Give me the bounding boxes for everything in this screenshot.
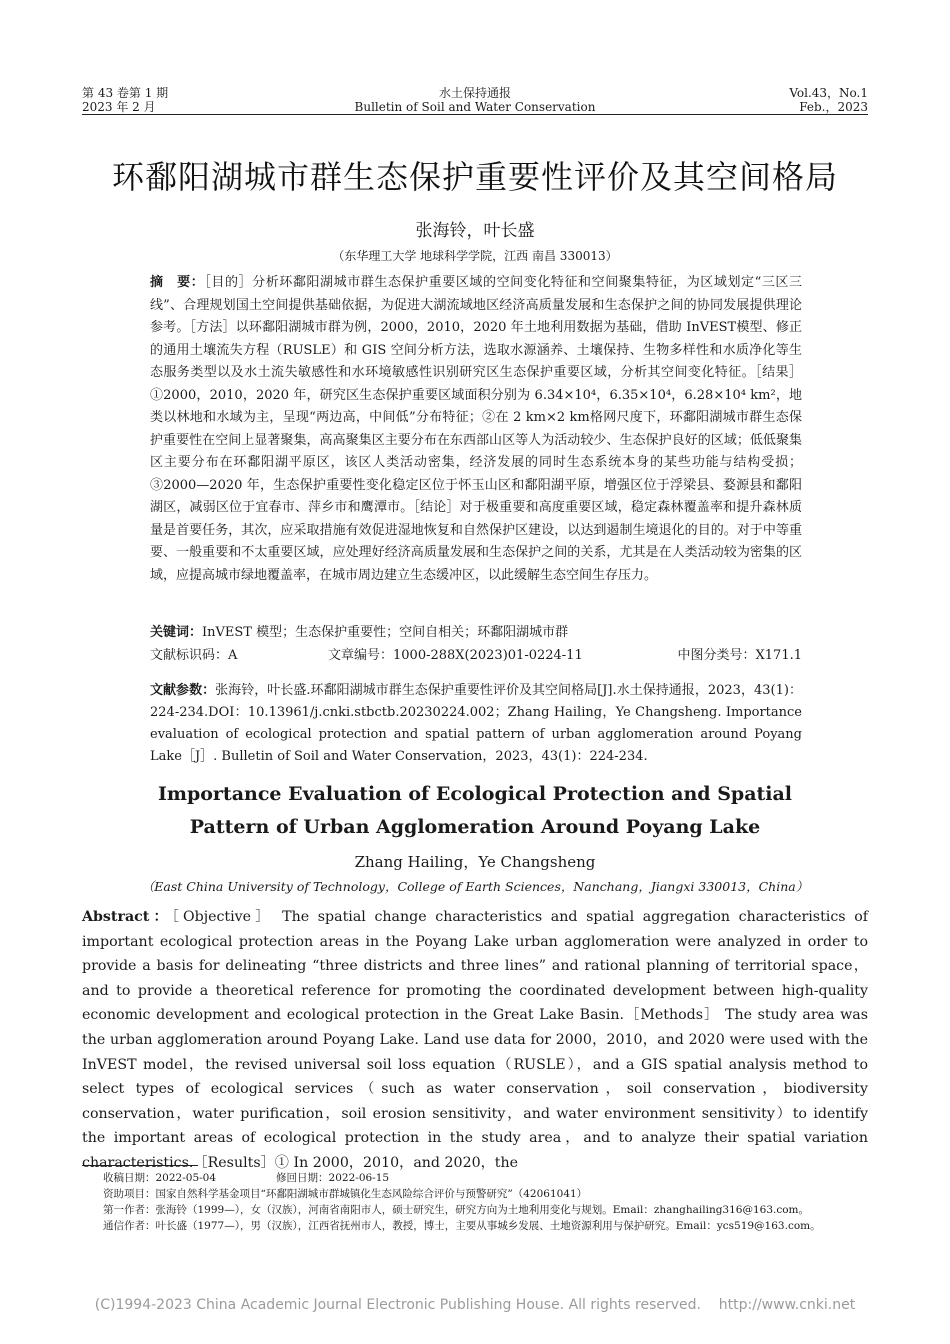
article-metadata — [150, 645, 802, 667]
funding-note: 资助项目：国家自然科学基金项目“环鄱阳湖城市群城镇化生态风险综合评价与预警研究”（42061041） — [103, 1188, 588, 1200]
issue-date-en: Feb.，2023 — [799, 100, 868, 114]
received-date: 收稿日期：2022-05-04 — [103, 1172, 217, 1184]
journal-name-cn: 水土保持通报 — [438, 86, 511, 100]
issue-label: 第 43 卷第 1 期 — [82, 86, 169, 100]
citation-label: 文献参数： — [150, 683, 216, 698]
footnote-divider — [82, 1165, 198, 1166]
abstract-cn-label: 摘 要： — [150, 275, 205, 290]
keywords-cn-text: InVEST 模型；生态保护重要性；空间自相关；环鄱阳湖城市群 — [202, 625, 569, 640]
citation-text: 张海铃，叶长盛.环鄱阳湖城市群生态保护重要性评价及其空间格局[J].水土保持通报，2023，43(1)：224-234.DOI：10.13961/j.cnki.stbctb.20230224.002；Zhang Hailing，Ye Changsheng. Importance evaluation of ecological protection and spatial pattern of urban agglomeration around Poyang Lake［J］. Bulletin of Soil and Water Conservation，2023，43(1)：224-234. — [150, 683, 802, 764]
footnotes — [103, 1170, 873, 1234]
authors-en: Zhang Hailing，Ye Changsheng — [354, 853, 596, 871]
running-header-right — [789, 86, 868, 114]
clc-number: 中图分类号：X171.1 — [677, 648, 802, 663]
journal-name-en: Bulletin of Soil and Water Conservation — [354, 100, 596, 114]
abstract-cn — [150, 272, 802, 587]
corresponding-author-note: 通信作者：叶长盛（1977—），男（汉族），江西省抚州市人，教授，博士，主要从事城乡发展、土地资源利用与保护研究。Email：ycs519@163.com。 — [103, 1220, 821, 1232]
paper-title-cn: 环鄱阳湖城市群生态保护重要性评价及其空间格局 — [111, 158, 838, 196]
revised-date: 修回日期：2022-06-15 — [276, 1172, 390, 1184]
paper-title-en — [0, 778, 950, 844]
dates-row — [103, 1170, 873, 1186]
keywords-cn-label: 关键词： — [150, 625, 203, 640]
citation — [150, 680, 802, 768]
header-divider — [82, 114, 868, 115]
issue-date: 2023 年 2 月 — [82, 100, 156, 114]
abstract-en — [82, 905, 868, 1176]
paper-title-en-line2: Pattern of Urban Agglomeration Around Poyang Lake — [189, 816, 761, 838]
volume-label: Vol.43，No.1 — [789, 86, 868, 100]
paper-title-en-line1: Importance Evaluation of Ecological Protection and Spatial — [157, 783, 793, 805]
abstract-en-text: ［Objective］ The spatial change characteristics and spatial aggregation characteristics of important ecological protection areas in the Poyang Lake urban agglomeration were analyzed in order to provide a basis for delineating “three districts and three lines” and rational planning of territorial space，and to provide a theoretical reference for promoting the coordinated development between high-quality economic development and ecological protection in the Great Lake Basin.［Methods］ The study area was the urban agglomeration around Poyang Lake. Land use data for 2000，2010，and 2020 were used with the InVEST model，the revised universal soil loss equation（RUSLE），and a GIS spatial analysis method to select types of ecological services（such as water conservation，soil conservation，biodiversity conservation，water purification，soil erosion sensitivity，and water environment sensitivity）to identify the important areas of ecological protection in the study area，and to analyze their spatial variation characteristics.［Results］① In 2000，2010，and 2020，the — [82, 909, 868, 1171]
affiliation-cn: （东华理工大学 地球科学学院，江西 南昌 330013） — [332, 249, 618, 263]
document-code: 文献标识码：A — [150, 648, 238, 663]
article-number: 文章编号：1000-288X(2023)01-0224-11 — [328, 648, 583, 663]
keywords-cn — [150, 622, 802, 645]
abstract-cn-text: ［目的］分析环鄱阳湖城市群生态保护重要区域的空间变化特征和空间聚集特征，为区域划定“三区三线”、合理规划国土空间提供基础依据，为促进大湖流域地区经济高质量发展和生态保护之间的协同发展提供理论参考。［方法］以环鄱阳湖城市群为例，2000，2010，2020 年土地利用数据为基础，借助 InVEST模型、修正的通用土壤流失方程（RUSLE）和 GIS 空间分析方法，选取水源涵养、土壤保持、生物多样性和水质净化等生态服务类型以及水土流失敏感性和水环境敏感性识别研究区生态保护重要区域，分析其空间变化特征。［结果］①2000，2010，2020 年，研究区生态保护重要区域面积分别为 6.34×10⁴，6.35×10⁴，6.28×10⁴ km²，地类以林地和水域为主，呈现“两边高，中间低”分布特征；②在 2 km×2 km格网尺度下，环鄱阳湖城市群生态保护重要性在空间上显著聚集，高高聚集区主要分布在东西部山区等人为活动较少、生态保护良好的区域；低低聚集区主要分布在环鄱阳湖平原区，该区人类活动密集，经济发展的同时生态系统本身的某些功能与结构受损；③2000—2020 年，生态保护重要性变化稳定区位于怀玉山区和鄱阳湖平原，增强区位于浮梁县、婺源县和鄱阳湖区，减弱区位于宜春市、萍乡市和鹰潭市。［结论］对于极重要和高度重要区域，稳定森林覆盖率和提升森林质量是首要任务，其次，应采取措施有效促进湿地恢复和自然保护区建设，以达到遏制生境退化的目的。对于中等重要、一般重要和不太重要区域，应处理好经济高质量发展和生态保护之间的关系，尤其是在人类活动较为密集的区域，应提高城市绿地覆盖率，在城市周边建立生态缓冲区，以此缓解生态空间生存压力。 — [150, 275, 802, 583]
authors-cn: 张海铃，叶长盛 — [415, 221, 535, 241]
first-author-note: 第一作者：张海铃（1999—），女（汉族），河南省南阳市人，硕士研究生，研究方向为土地利用变化与规划。Email：zhanghailing316@163.com。 — [103, 1204, 810, 1216]
copyright-notice: (C)1994-2023 China Academic Journal Electronic Publishing House. All rights reserved. http://www.cnki.net — [94, 1297, 856, 1313]
abstract-en-label: Abstract： — [82, 909, 172, 925]
affiliation-en: （East China University of Technology，College of Earth Sciences，Nanchang，Jiangxi 330013，China） — [141, 879, 809, 894]
